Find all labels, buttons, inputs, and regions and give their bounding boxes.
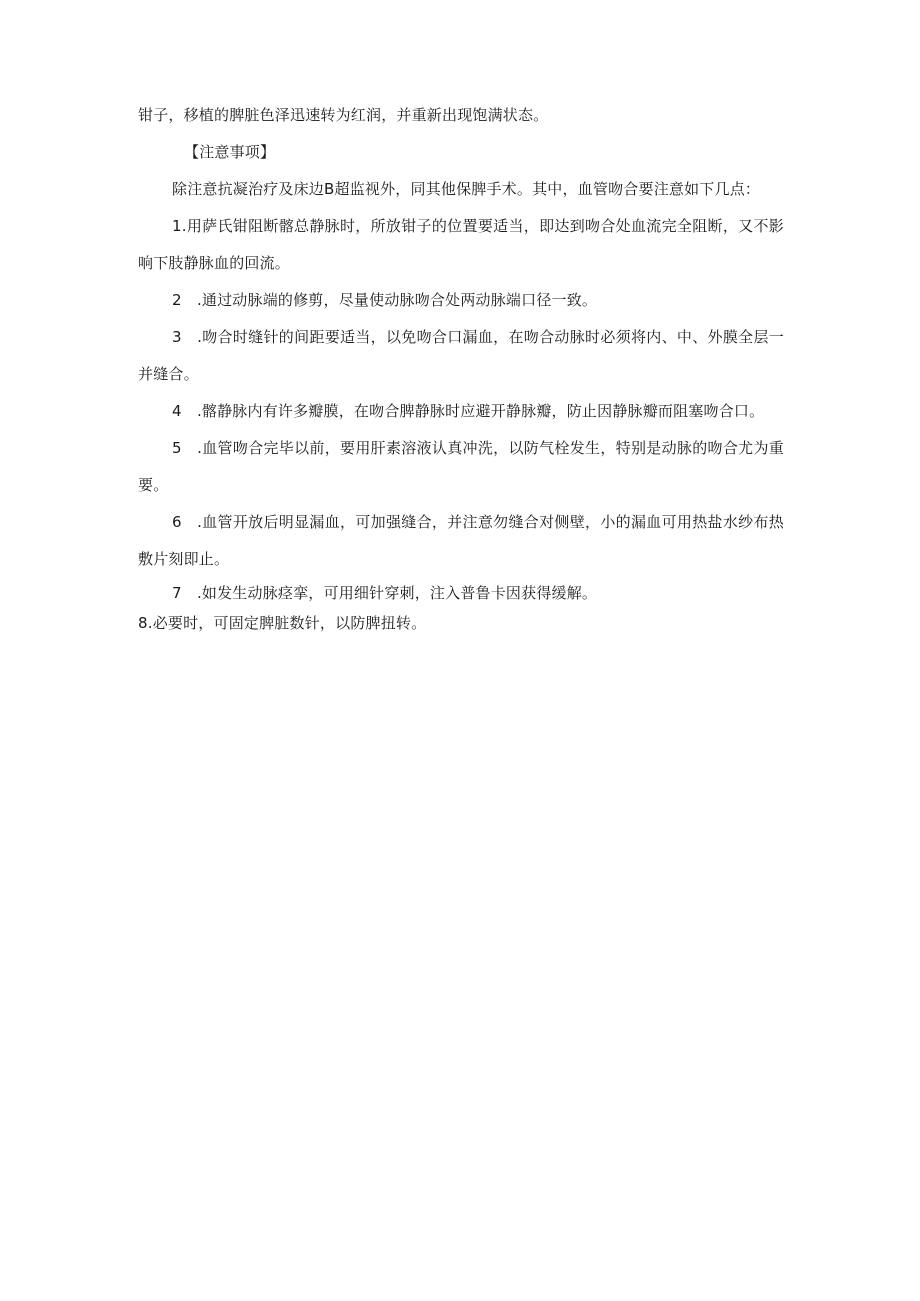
list-item-5: 5 .血管吻合完毕以前，要用肝素溶液认真冲洗，以防气栓发生，特别是动脉的吻合尤为重要。 — [138, 439, 784, 494]
list-item-7: 7 .如发生动脉痉挛，可用细针穿刺，注入普鲁卡因获得缓解。 — [172, 584, 598, 602]
list-item-2: 2 .通过动脉端的修剪，尽量使动脉吻合处两动脉端口径一致。 — [172, 291, 598, 309]
list-item-6: 6 .血管开放后明显漏血，可加强缝合，并注意勿缝合对侧壁，小的漏血可用热盐水纱布热敷片刻即止。 — [138, 513, 784, 568]
paragraph-continuation: 钳子，移植的脾脏色泽迅速转为红润，并重新出现饱满状态。 — [138, 106, 549, 124]
section-heading-precautions: 【注意事项】 — [184, 143, 276, 161]
list-item-1: 1.用萨氏钳阻断髂总静脉时，所放钳子的位置要适当，即达到吻合处血流完全阻断，又不影响下肢静脉血的回流。 — [138, 217, 784, 272]
list-item-8: 8.必要时，可固定脾脏数针，以防脾扭转。 — [138, 614, 427, 632]
paragraph-intro: 除注意抗凝治疗及床边B超监视外，同其他保脾手术。其中，血管吻合要注意如下几点： — [172, 180, 761, 198]
list-item-3: 3 .吻合时缝针的间距要适当，以免吻合口漏血，在吻合动脉时必须将内、中、外膜全层一并缝合。 — [138, 328, 784, 383]
document-body — [138, 97, 784, 638]
list-item-4: 4 .髂静脉内有许多瓣膜，在吻合脾静脉时应避开静脉瓣，防止因静脉瓣而阻塞吻合口。 — [172, 402, 765, 420]
